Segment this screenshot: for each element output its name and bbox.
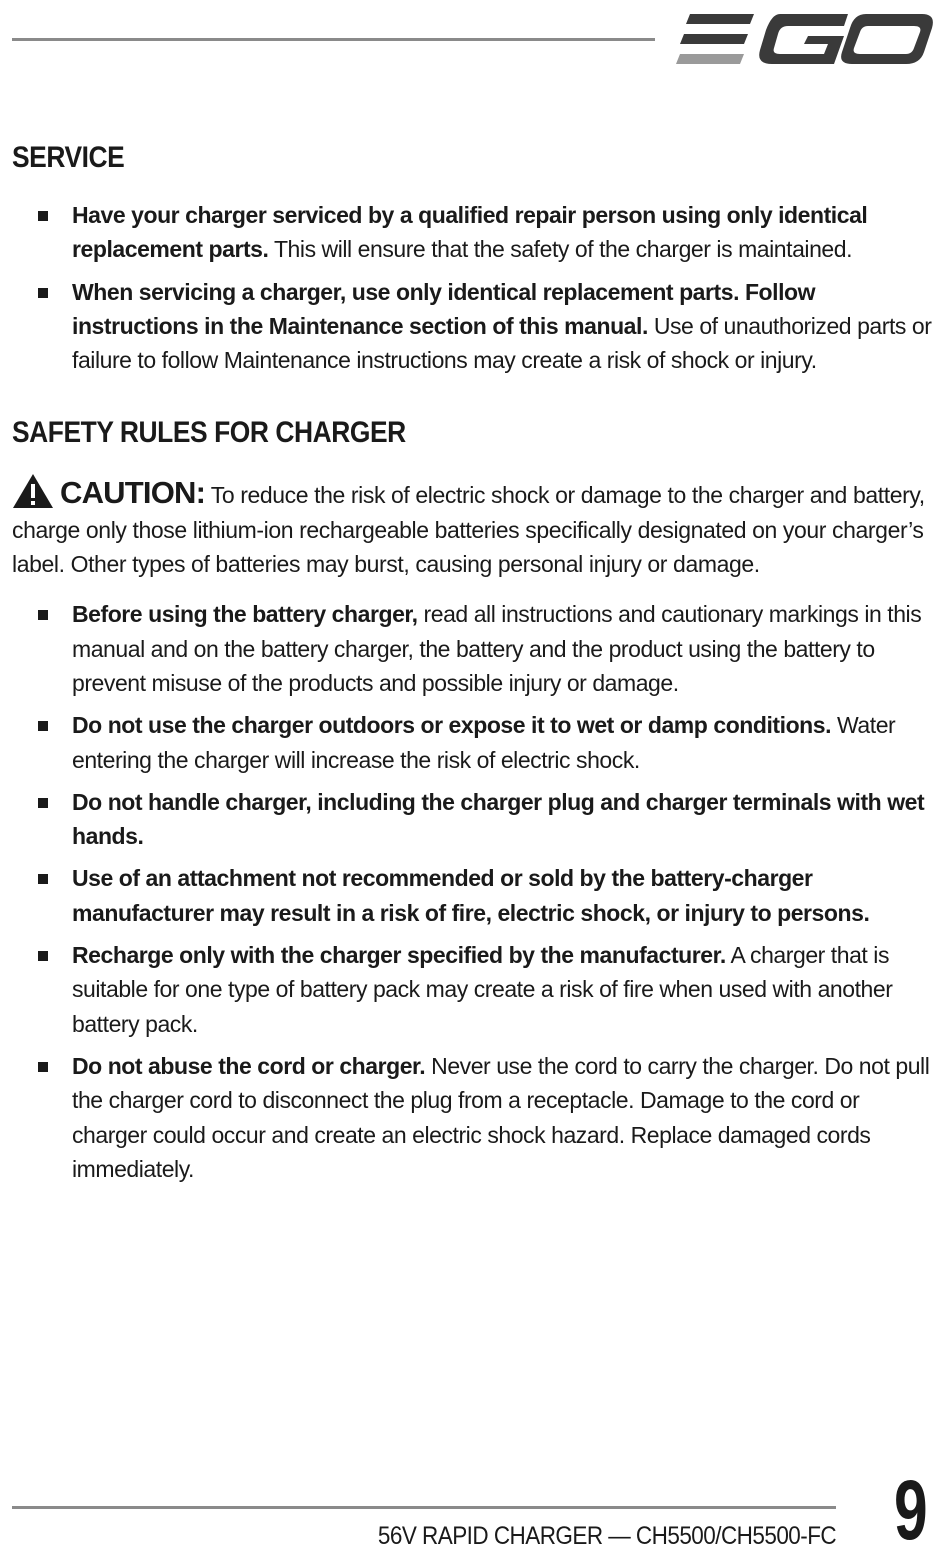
square-bullet-icon xyxy=(38,721,48,731)
service-heading: SERVICE xyxy=(12,141,125,174)
safety-heading: SAFETY RULES FOR CHARGER xyxy=(12,416,406,450)
footer-rule xyxy=(12,1506,836,1509)
ego-logo xyxy=(676,10,934,68)
service-list xyxy=(12,198,938,377)
square-bullet-icon xyxy=(38,211,48,221)
page-number: 9 xyxy=(894,1463,928,1557)
list-item xyxy=(12,597,938,700)
list-item xyxy=(12,708,938,777)
item-text: This will ensure that the safety of the charger is maintained. xyxy=(268,236,853,263)
square-bullet-icon xyxy=(38,874,48,884)
caution-paragraph xyxy=(12,473,938,581)
footer-product-title: 56V RAPID CHARGER — CH5500/CH5500-FC xyxy=(377,1522,836,1550)
list-item xyxy=(12,861,938,930)
item-text: Never use the cord to carry the charger. Do not pull the charger cord to disconnect the plug from a receptacle. Damage to the cord or charger could occur and create an electric shock hazard. Replace damaged cords immediately. xyxy=(72,1052,930,1182)
square-bullet-icon xyxy=(38,798,48,808)
list-item xyxy=(12,198,938,267)
safety-list xyxy=(12,597,938,1186)
item-bold-text: Have your charger serviced by a qualified repair person using only identical replacement parts. xyxy=(72,202,868,263)
item-bold-text: Recharge only with the charger specified by the manufacturer. xyxy=(72,942,726,969)
caution-text: To reduce the risk of electric shock or damage to the charger and battery, charge only those lithium-ion rechargeable batteries specifically designated on your charger’s label. Other types of batteries may burst, causing personal injury or damage. xyxy=(12,482,925,578)
item-bold-text: Before using the battery charger, xyxy=(72,601,418,628)
item-text: Use of unauthorized parts or failure to follow Maintenance instructions may create a risk of shock or injury. xyxy=(72,312,932,374)
list-item xyxy=(12,785,938,854)
caution-label: CAUTION: xyxy=(60,475,206,511)
square-bullet-icon xyxy=(38,1062,48,1072)
square-bullet-icon xyxy=(38,610,48,620)
item-bold-text: Do not abuse the cord or charger. xyxy=(72,1052,426,1079)
item-text: A charger that is suitable for one type of battery pack may create a risk of fire when used with another battery pack. xyxy=(72,942,893,1037)
item-bold-text: When servicing a charger, use only identical replacement parts. Follow instructions in the Maintenance section of this manual. xyxy=(72,278,816,339)
list-item xyxy=(12,1049,938,1186)
item-text: Water entering the charger will increase the risk of electric shock. xyxy=(72,712,896,773)
item-bold-text: Do not handle charger, including the charger plug and charger terminals with wet hands. xyxy=(72,788,925,850)
item-bold-text: Use of an attachment not recommended or sold by the battery-charger manufacturer may result in a risk of fire, electric shock, or injury to persons. xyxy=(72,865,870,926)
list-item xyxy=(12,938,938,1041)
square-bullet-icon xyxy=(38,288,48,298)
item-text: read all instructions and cautionary markings in this manual and on the battery charger, the battery and the product using the battery to prevent misuse of the products and possible injury or damage. xyxy=(72,601,922,696)
header-rule xyxy=(12,38,655,41)
list-item xyxy=(12,275,938,378)
item-bold-text: Do not use the charger outdoors or expose it to wet or damp conditions. xyxy=(72,712,832,739)
page-content xyxy=(12,138,938,1194)
warning-triangle-icon xyxy=(12,473,54,509)
square-bullet-icon xyxy=(38,951,48,961)
